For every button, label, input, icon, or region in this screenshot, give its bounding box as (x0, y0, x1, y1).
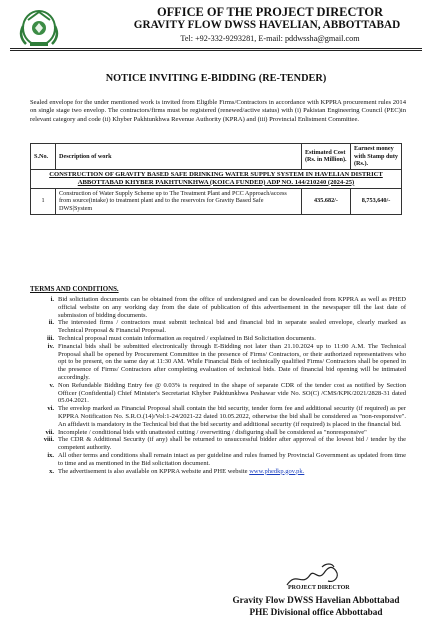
term-item (30, 452, 406, 468)
header-earnest-money: Earnest money with Stamp duty (Rs.). (351, 144, 402, 170)
works-table (30, 143, 402, 215)
project-title: CONSTRUCTION OF GRAVITY BASED SAFE DRINKING WATER SUPPLY SYSTEM IN HAVELIAN DISTRICT ABBOTTABAD KHYBER PAKHTUNKHWA (KOICA FUNDED) ADP NO. 144/210240 (2024-25) (31, 169, 402, 188)
term-text: Financial bids shall be submitted electronically through E-Bidding not later than 21.10.2024 up to 11:00 A.M. The Technical Proposal shall be opened by Procurement Committee in the presence of Firms/ Contractors, or their authorized representatives who opt to be present, on the same day at 11:30 AM. While Financial Bids of technically qualified Firms/ Contractors shall be opened in the presence of Firms/ Contractors after completing evaluation of technical bids. Date of financial bid opening will be intimated accordingly. (58, 342, 406, 381)
term-item (30, 429, 406, 437)
term-number: iv. (47, 342, 54, 350)
header-divider-thin (10, 50, 422, 51)
row-cost: 435.682/- (302, 188, 351, 214)
term-text: Bid solicitation documents can be obtained from the office of undersigned and can be downloaded from KPPRA as well as PHED official website on any working day from the date of publication of this advertisement in the newspaper till the last date of submission of bidding documents. (58, 296, 406, 319)
notice-title: NOTICE INVITING E-BIDDING (RE-TENDER) (105, 73, 327, 84)
phe-website-link[interactable]: www.phedkp.gov.pk. (249, 467, 305, 475)
signature-role: PROJECT DIRECTOR (288, 585, 350, 591)
term-number: i. (50, 296, 54, 303)
header-estimated-cost: Estimated Cost (Rs. in Million). (302, 144, 351, 170)
header-description: Description of work (56, 144, 302, 170)
table-header-row (31, 144, 402, 170)
header-divider (10, 48, 422, 49)
term-number: iii. (46, 334, 54, 342)
kpk-emblem-logo (14, 6, 64, 50)
intro-paragraph: Sealed envelope for the under mentioned work is invited from Eligible Firms/Contractors in accordance with KPPRA procurement rules 2014 on single stage two envelop. The contractors/firms must be registered (renewed/active status) with (i) Pakistan Engineering Council (PEC)in relevant category and code (ii) Khyber Pakhtunkhwa Revenue Authority (KPRA) and (iii) Provincial Enlistment Committee. (30, 99, 406, 123)
term-item (30, 335, 406, 343)
term-item (30, 405, 406, 428)
term-text (58, 468, 406, 476)
header-sno: S.No. (31, 144, 56, 170)
signature-line-2: PHE Divisional office Abbottabad (249, 607, 383, 617)
term-item (30, 468, 406, 476)
term-text: All other terms and conditions shall remain intact as per guideline and rules framed by Provincial Government as updated from time to time and as mentioned in the Bid solicitation document. (58, 451, 406, 467)
terms-heading: TERMS AND CONDITIONS. (30, 286, 119, 293)
term-number: v. (49, 381, 54, 389)
term-text: Incomplete / conditional bids with unattested cutting / overwriting / disfiguring shall be considered as "nonresponsive" (58, 428, 367, 436)
term-item (30, 343, 406, 382)
office-title: OFFICE OF THE PROJECT DIRECTOR (156, 5, 384, 19)
term-item (30, 436, 406, 452)
term-text: Technical proposal must contain information as required / explained in Bid Solicitation documents. (58, 334, 316, 342)
row-sno: 1 (31, 188, 56, 214)
term-text: The envelop marked as Financial Proposal shall contain the bid security, tender form fee and additional security (if required) as per KPPRA Notification No. S.R.O.(14)/Vol:1-24/2021-22 dated 10.05.2022, otherwise the bid shall be considered as "non-responsive". An affidavit is mandatory in the Technical bid that the bid security and additional security (if required) is placed in the financial bid. (58, 405, 406, 428)
term-text: Non Refundable Bidding Entry fee @ 0.03% is required in the shape of separate CDR of the tender cost as notified by Section Officer (Confidential) Chief Minister's Secretariat Khyber Pakhtunkhwa Peshawar vide No. SO(C) /CMS/KPK/2021/2828-31 dated 05.04.2021. (58, 381, 406, 405)
table-row (31, 188, 402, 214)
term-text-body: The advertisement is also available on KPPRA website and PHE website (58, 467, 250, 475)
term-text: The CDR & Additional Security (if any) shall be returned to unsuccessful bidder after approval of the lowest bid / tender by the competent authority. (58, 436, 406, 452)
row-description: Construction of Water Supply Scheme up to The Treatment Plant and PCC Approach/access from source(intake) to treatment plant and to the reservoirs for Gravity Based Safe DWS|System (56, 188, 302, 214)
term-item (30, 382, 406, 405)
term-number: x. (49, 467, 54, 475)
terms-list (30, 296, 406, 475)
term-number: ix. (47, 451, 54, 459)
term-item (30, 319, 406, 335)
contact-info: Tel: +92-332-9293281, E-mail: pddwssha@gmail.com (180, 34, 360, 43)
term-number: vii. (45, 428, 54, 436)
signature-line-1: Gravity Flow DWSS Havelian Abbottabad (232, 595, 400, 605)
term-number: viii. (43, 436, 54, 444)
project-row (31, 169, 402, 188)
term-number: ii. (48, 319, 54, 327)
term-number: vi. (47, 405, 54, 413)
row-earnest: 8,753,640/- (351, 188, 402, 214)
organization-title: GRAVITY FLOW DWSS HAVELIAN, ABBOTTABAD (133, 19, 401, 31)
term-text: The interested firms / contractors must submit technical bid and financial bid in separate sealed envelope, clearly marked as Technical Proposal & Financial Proposal. (58, 319, 406, 335)
term-item (30, 296, 406, 319)
